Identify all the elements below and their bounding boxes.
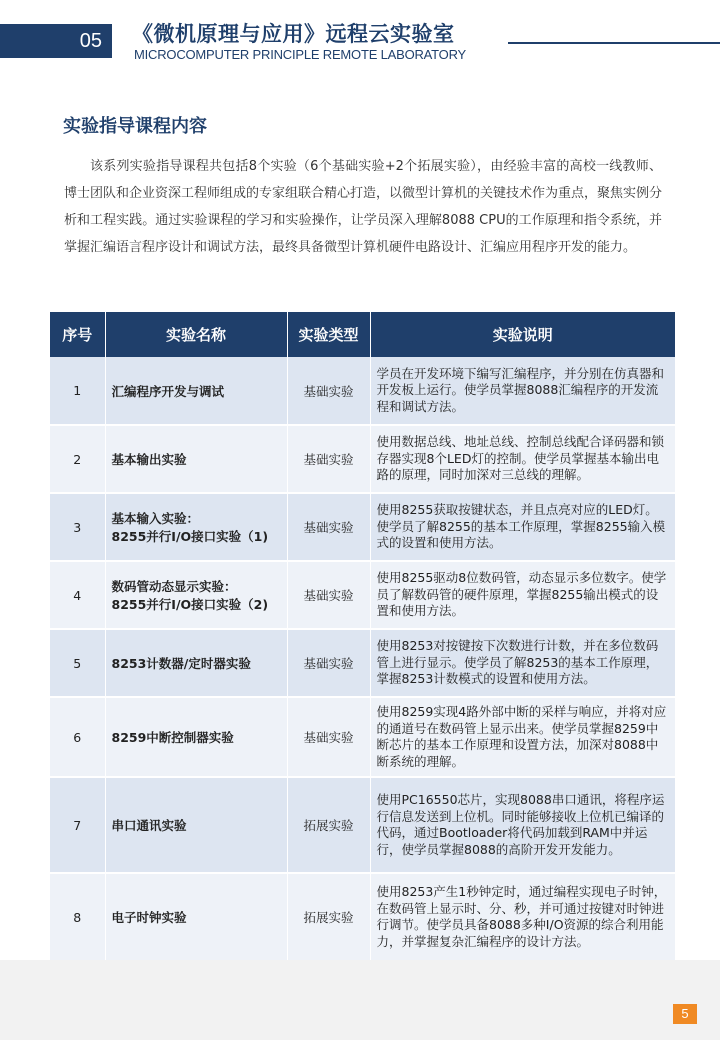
- header-type: 实验类型: [287, 312, 370, 357]
- row-name: [105, 873, 287, 961]
- section-title: 实验指导课程内容: [63, 116, 207, 137]
- row-desc: 使用8255驱动8位数码管，动态显示多位数字。使学员了解数码管的硬件原理，掌握8255输出模式的设置和使用方法。: [370, 561, 675, 629]
- page-header-title: 《微机原理与应用》远程云实验室: [132, 22, 455, 46]
- row-type: 拓展实验: [287, 777, 370, 873]
- row-name-line1: 8259中断控制器实验: [111, 730, 234, 745]
- row-name-line1: 汇编程序开发与调试: [111, 383, 225, 399]
- experiment-table: [50, 312, 675, 962]
- row-no: 8: [50, 873, 105, 961]
- header-name: 实验名称: [105, 312, 287, 357]
- row-type: 基础实验: [287, 493, 370, 561]
- row-desc: 使用PC16550芯片，实现8088串口通讯，将程序运行信息发送到上位机。同时能够接收上位机已编译的代码，通过Bootloader将代码加载到RAM中并运行，使学员掌握8088的高阶开发开发能力。: [370, 777, 675, 873]
- header-no: 序号: [50, 312, 105, 357]
- row-desc: 使用数据总线、地址总线、控制总线配合译码器和锁存器实现8个LED灯的控制。使学员掌握基本输出电路的原理，同时加深对三总线的理解。: [370, 425, 675, 493]
- row-no: 4: [50, 561, 105, 629]
- row-no: 3: [50, 493, 105, 561]
- row-name-line1: 基本输出实验: [111, 452, 187, 467]
- table-row: [50, 493, 675, 561]
- row-type: 基础实验: [287, 561, 370, 629]
- table-row: [50, 357, 675, 425]
- row-type: 拓展实验: [287, 873, 370, 961]
- row-desc: 使用8253对按键按下次数进行计数，并在多位数码管上进行显示。使学员了解8253的基本工作原理，掌握8253计数模式的设置和使用方法。: [370, 629, 675, 697]
- page-header-subtitle: MICROCOMPUTER PRINCIPLE REMOTE LABORATORY: [134, 47, 467, 62]
- row-name: [105, 561, 287, 629]
- page-number: 5: [673, 1004, 697, 1024]
- row-name: [105, 629, 287, 697]
- row-name-line1: 基本输入实验：: [111, 511, 200, 526]
- row-desc: 使用8259实现4路外部中断的采样与响应，并将对应的通道号在数码管上显示出来。使学员掌握8259中断芯片的基本工作原理和设置方法，加深对8088中断系统的理解。: [370, 697, 675, 777]
- row-name: [105, 357, 287, 425]
- row-type: 基础实验: [287, 697, 370, 777]
- table-row: [50, 561, 675, 629]
- row-no: 2: [50, 425, 105, 493]
- row-desc: 使用8253产生1秒钟定时，通过编程实现电子时钟，在数码管上显示时、分、秒，并可通过按键对时钟进行调节。使学员具备8088多种I/O资源的综合利用能力，并掌握复杂汇编程序的设计方法。: [370, 873, 675, 961]
- row-desc: 使用8255获取按键状态，并且点亮对应的LED灯。使学员了解8255的基本工作原理，掌握8255输入模式的设置和使用方法。: [370, 493, 675, 561]
- row-name: [105, 777, 287, 873]
- row-name-line1: 电子时钟实验: [111, 910, 187, 925]
- table-row: [50, 629, 675, 697]
- header-divider: [508, 42, 720, 44]
- row-no: 5: [50, 629, 105, 697]
- intro-paragraph: 该系列实验指导课程共包括8个实验（6个基础实验+2个拓展实验），由经验丰富的高校一线教师、博士团队和企业资深工程师组成的专家组联合精心打造，以微型计算机的关键技术作为重点，聚焦实例分析和工程实践。通过实验课程的学习和实验操作，让学员深入理解8088 CPU的工作原理和指令系统，并掌握汇编语言程序设计和调试方法，最终具备微型计算机硬件电路设计、汇编应用程序开发的能力。: [64, 159, 663, 255]
- table-header-row: [50, 312, 675, 357]
- row-type: 基础实验: [287, 425, 370, 493]
- table-row: [50, 697, 675, 777]
- row-name-line2: 8255并行I/O接口实验（1): [111, 529, 269, 544]
- chapter-number: 05: [79, 30, 102, 52]
- row-name-line1: 串口通讯实验: [111, 818, 187, 833]
- row-type: 基础实验: [287, 357, 370, 425]
- row-name: [105, 697, 287, 777]
- row-name: [105, 493, 287, 561]
- row-name-line1: 8253计数器/定时器实验: [111, 656, 251, 671]
- row-type: 基础实验: [287, 629, 370, 697]
- row-no: 7: [50, 777, 105, 873]
- header-desc: 实验说明: [370, 312, 675, 357]
- chapter-number-block: [0, 24, 112, 58]
- row-name-line2: 8255并行I/O接口实验（2): [111, 597, 269, 612]
- table-row: [50, 777, 675, 873]
- table-row: [50, 873, 675, 961]
- row-no: 6: [50, 697, 105, 777]
- row-name-line1: 数码管动态显示实验：: [111, 579, 237, 594]
- row-name: [105, 425, 287, 493]
- table-row: [50, 425, 675, 493]
- footer-band: [0, 960, 720, 1040]
- row-no: 1: [50, 357, 105, 425]
- row-desc: 学员在开发环境下编写汇编程序，并分别在仿真器和开发板上运行。使学员掌握8088汇编程序的开发流程和调试方法。: [370, 357, 675, 425]
